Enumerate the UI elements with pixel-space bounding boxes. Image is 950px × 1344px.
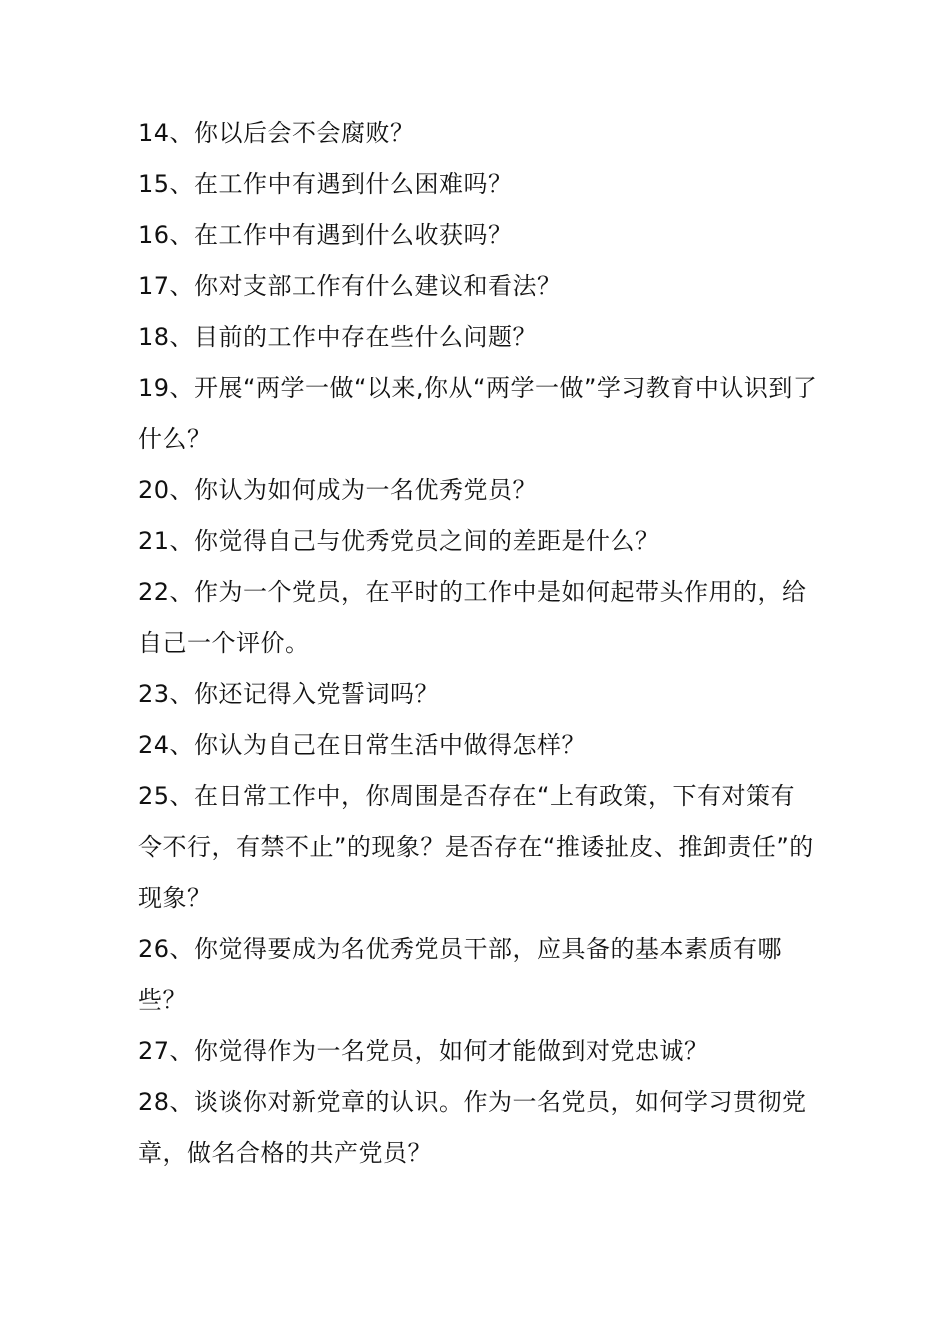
question-15: 15、在工作中有遇到什么困难吗？ xyxy=(138,170,513,198)
question-list xyxy=(138,108,818,1179)
question-27: 27、你觉得作为一名党员，如何才能做到对党忠诚？ xyxy=(138,1037,709,1065)
question-25: 25、在日常工作中，你周围是否存在“上有政策，下有对策有令不行，有禁不止”的现象？是否存在“推诿扯皮、推卸责任”的现象？ xyxy=(138,782,814,912)
question-28: 28、谈谈你对新党章的认识。作为一名党员，如何学习贯彻党章，做名合格的共产党员？ xyxy=(138,1088,807,1167)
question-22: 22、作为一个党员，在平时的工作中是如何起带头作用的，给自己一个评价。 xyxy=(138,578,807,657)
question-23: 23、你还记得入党誓词吗？ xyxy=(138,680,440,708)
question-16: 16、在工作中有遇到什么收获吗？ xyxy=(138,221,513,249)
question-18: 18、目前的工作中存在些什么问题？ xyxy=(138,323,538,351)
question-24: 24、你认为自己在日常生活中做得怎样？ xyxy=(138,731,587,759)
question-21: 21、你觉得自己与优秀党员之间的差距是什么？ xyxy=(138,527,660,555)
question-19: 19、开展“两学一做“以来,你从“两学一做”学习教育中认识到了什么？ xyxy=(138,374,818,453)
question-20: 20、你认为如何成为一名优秀党员？ xyxy=(138,476,538,504)
question-14: 14、你以后会不会腐败？ xyxy=(138,119,415,147)
question-17: 17、你对支部工作有什么建议和看法？ xyxy=(138,272,562,300)
question-26: 26、你觉得要成为名优秀党员干部，应具备的基本素质有哪些？ xyxy=(138,935,783,1014)
